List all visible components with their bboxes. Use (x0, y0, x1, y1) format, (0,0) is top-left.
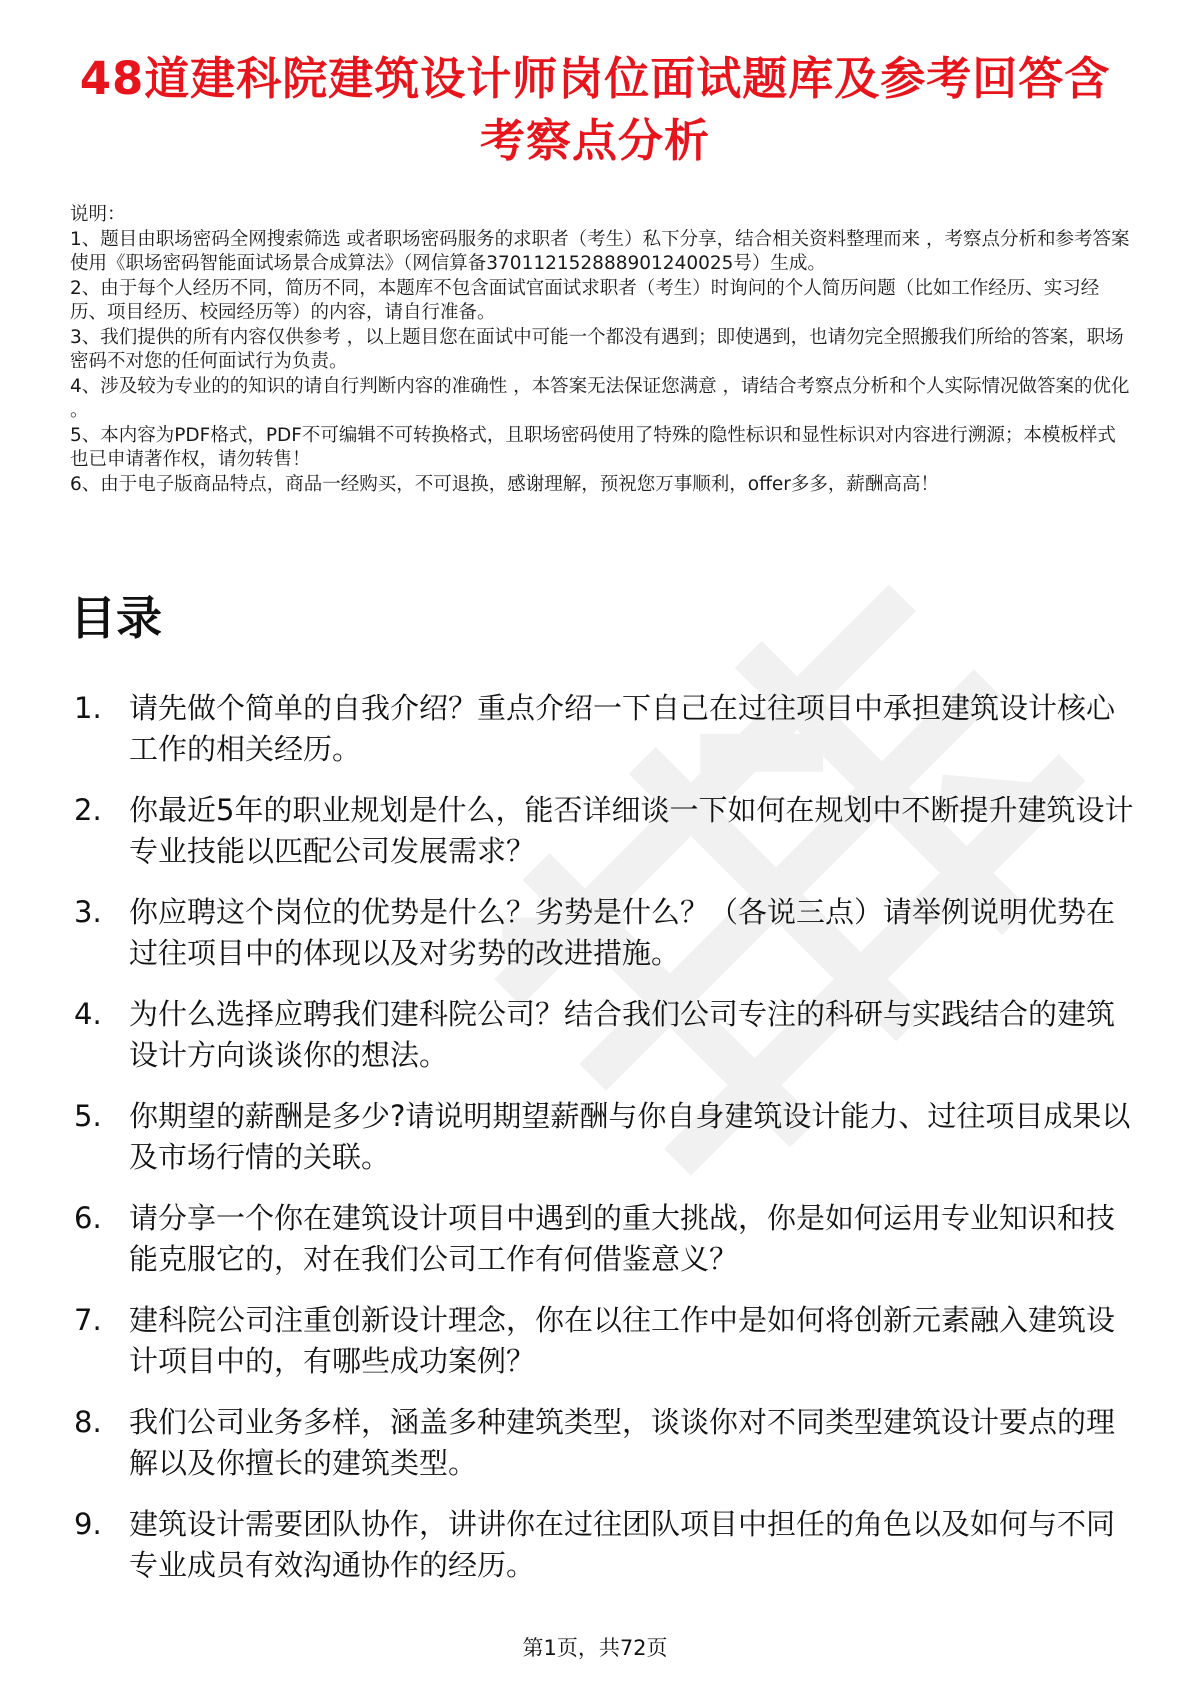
toc-item[interactable] (70, 892, 1140, 974)
toc-item-number: 6. (74, 1201, 102, 1235)
document-title: 48道建科院建筑设计师岗位面试题库及参考回答含考察点分析 (79, 52, 1111, 167)
notes-section (70, 203, 1130, 497)
toc-item-number: 7. (74, 1303, 102, 1337)
toc-item[interactable] (70, 994, 1140, 1076)
toc-item-text[interactable]: 为什么选择应聘我们建科院公司？结合我们公司专注的科研与实践结合的建筑设计方向谈谈你的想法。 (129, 997, 1116, 1072)
toc-item-number: 4. (74, 997, 102, 1031)
toc-item-text[interactable]: 请先做个简单的自我介绍？重点介绍一下自己在过往项目中承担建筑设计核心工作的相关经历。 (129, 691, 1116, 766)
toc-item-number: 3. (74, 895, 102, 929)
toc-item-text[interactable]: 请分享一个你在建筑设计项目中遇到的重大挑战，你是如何运用专业知识和技能克服它的，对在我们公司工作有何借鉴意义？ (129, 1201, 1116, 1276)
toc-item[interactable] (70, 1198, 1140, 1280)
toc-heading: 目录 (70, 591, 162, 645)
toc-item-text[interactable]: 你最近5年的职业规划是什么，能否详细谈一下如何在规划中不断提升建筑设计专业技能以匹配公司发展需求？ (129, 793, 1134, 868)
notes-heading: 说明： (70, 204, 126, 225)
toc-item[interactable] (70, 1300, 1140, 1382)
toc-item-number: 1. (74, 691, 102, 725)
toc-item-text[interactable]: 建筑设计需要团队协作，讲讲你在过往团队项目中担任的角色以及如何与不同专业成员有效沟通协作的经历。 (129, 1507, 1116, 1582)
note-item-6: 6、由于电子版商品特点，商品一经购买，不可退换，感谢理解，预祝您万事顺利，offer多多，薪酬高高！ (70, 473, 939, 495)
note-item-5: 5、本内容为PDF格式，PDF不可编辑不可转换格式，且职场密码使用了特殊的隐性标识和显性标识对内容进行溯源；本模板样式也已申请著作权，请勿转售！ (70, 424, 1116, 470)
toc-item-text[interactable]: 我们公司业务多样，涵盖多种建筑类型，谈谈你对不同类型建筑设计要点的理解以及你擅长的建筑类型。 (129, 1405, 1116, 1480)
toc-list (70, 688, 1140, 1606)
note-item-4: 4、涉及较为专业的的知识的请自行判断内容的准确性 ，本答案无法保证您满意 ，请结合考察点分析和个人实际情况做答案的优化 。 (70, 375, 1130, 421)
toc-item-text[interactable]: 建科院公司注重创新设计理念，你在以往工作中是如何将创新元素融入建筑设计项目中的，有哪些成功案例？ (129, 1303, 1116, 1378)
toc-item-number: 5. (74, 1099, 102, 1133)
page-footer: 第1页，共72页 (522, 1636, 668, 1660)
note-item-2: 2、由于每个人经历不同，简历不同，本题库不包含面试官面试求职者（考生）时询问的个人简历问题（比如工作经历、实习经历、项目经历、校园经历等）的内容，请自行准备。 (70, 277, 1100, 323)
toc-item[interactable] (70, 1096, 1140, 1178)
toc-item-number: 9. (74, 1507, 102, 1541)
toc-item[interactable] (70, 1402, 1140, 1484)
toc-item-number: 8. (74, 1405, 102, 1439)
toc-item[interactable] (70, 1504, 1140, 1586)
toc-item[interactable] (70, 688, 1140, 770)
toc-item-number: 2. (74, 793, 102, 827)
note-item-1: 1、题目由职场密码全网搜索筛选 或者职场密码服务的求职者（考生）私下分享，结合相关资料整理而来 ，考察点分析和参考答案使用《职场密码智能面试场景合成算法》（网信算备370112152888901240025号）生成。 (70, 228, 1130, 274)
toc-item-text[interactable]: 你期望的薪酬是多少?请说明期望薪酬与你自身建筑设计能力、过往项目成果以及市场行情的关联。 (129, 1099, 1131, 1174)
note-item-3: 3、我们提供的所有内容仅供参考 ，以上题目您在面试中可能一个都没有遇到；即使遇到，也请勿完全照搬我们所给的答案，职场密码不对您的任何面试行为负责。 (70, 326, 1124, 372)
toc-item-text[interactable]: 你应聘这个岗位的优势是什么？劣势是什么？（各说三点）请举例说明优势在过往项目中的体现以及对劣势的改进措施。 (129, 895, 1116, 970)
toc-item[interactable] (70, 790, 1140, 872)
